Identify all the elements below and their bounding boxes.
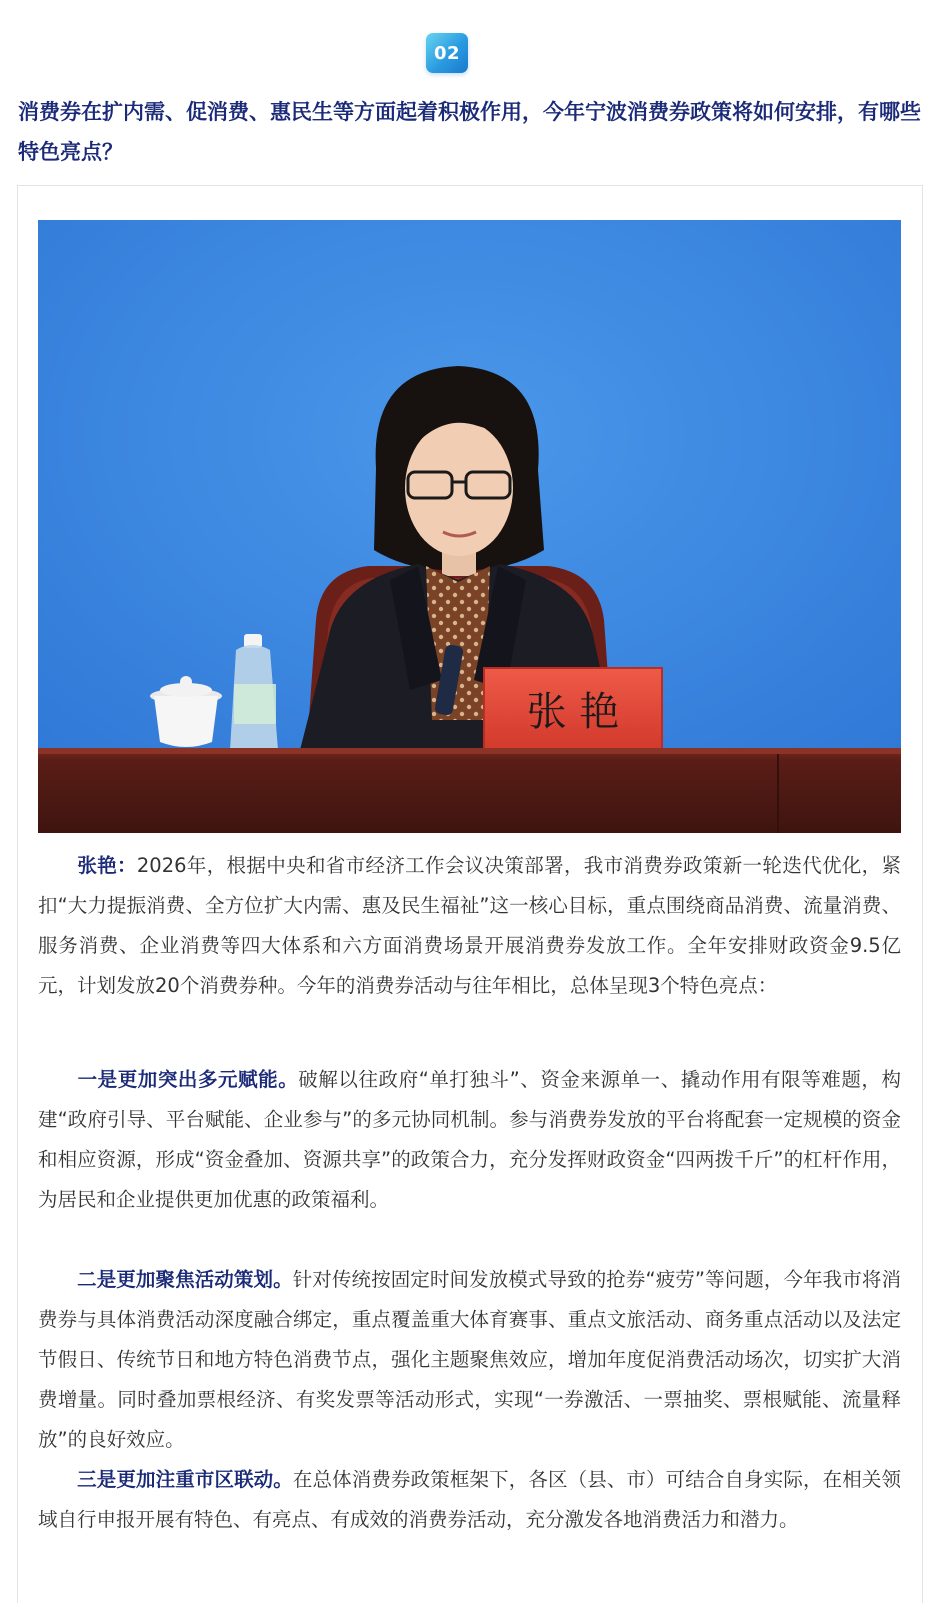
speaker-photo-illustration — [38, 220, 901, 833]
paragraph-text: 在总体消费券政策框架下，各区（县、市）可结合自身实际，在相关领域自行申报开展有特色、有亮点、有成效的消费券活动，充分激发各地消费活力和潜力。 — [38, 1468, 901, 1531]
answer-paragraph-intro — [38, 846, 901, 1006]
highlight-lead: 二是更加聚焦活动策划。 — [77, 1268, 293, 1291]
nameplate-text: 张 艳 — [526, 689, 620, 735]
conference-desk — [38, 748, 901, 833]
question-heading: 消费券在扩内需、促消费、惠民生等方面起着积极作用，今年宁波消费券政策将如何安排，有哪些特色亮点？ — [18, 100, 921, 164]
highlight-lead: 一是更加突出多元赋能。 — [77, 1068, 299, 1091]
section-number-badge: 02 — [426, 33, 468, 73]
paragraph-text: 破解以往政府“单打独斗”、资金来源单一、撬动作用有限等难题，构建“政府引导、平台赋能、企业参与”的多元协同机制。参与消费券发放的平台将配套一定规模的资金和相应资源，形成“资金叠加、资源共享”的政策合力，充分发挥财政资金“四两拨千斤”的杠杆作用，为居民和企业提供更加优惠的政策福利。 — [38, 1068, 901, 1211]
speaker-name: 张艳： — [77, 854, 137, 877]
nameplate — [484, 668, 662, 750]
press-conference-photo — [38, 220, 901, 833]
paragraph-text: 2026年，根据中央和省市经济工作会议决策部署，我市消费券政策新一轮迭代优化，紧扣“大力提振消费、全方位扩大内需、惠及民生福祉”这一核心目标，重点围绕商品消费、流量消费、服务消费、企业消费等四大体系和六方面消费场景开展消费券发放工作。全年安排财政资金9.5亿元，计划发放20个消费券种。今年的消费券活动与往年相比，总体呈现3个特色亮点： — [38, 854, 901, 997]
highlight-paragraph-3 — [38, 1460, 901, 1540]
blouse — [426, 566, 490, 720]
paragraph-text: 针对传统按固定时间发放模式导致的抢券“疲劳”等问题，今年我市将消费券与具体消费活动深度融合绑定，重点覆盖重大体育赛事、重点文旅活动、商务重点活动以及法定节假日、传统节日和地方特色消费节点，强化主题聚焦效应，增加年度促消费活动场次，切实扩大消费增量。同时叠加票根经济、有奖发票等活动形式，实现“一券激活、一票抽奖、票根赋能、流量释放”的良好效应。 — [38, 1268, 901, 1451]
highlight-lead: 三是更加注重市区联动。 — [77, 1468, 293, 1491]
highlight-paragraph-2 — [38, 1260, 901, 1460]
highlight-paragraph-1 — [38, 1060, 901, 1220]
